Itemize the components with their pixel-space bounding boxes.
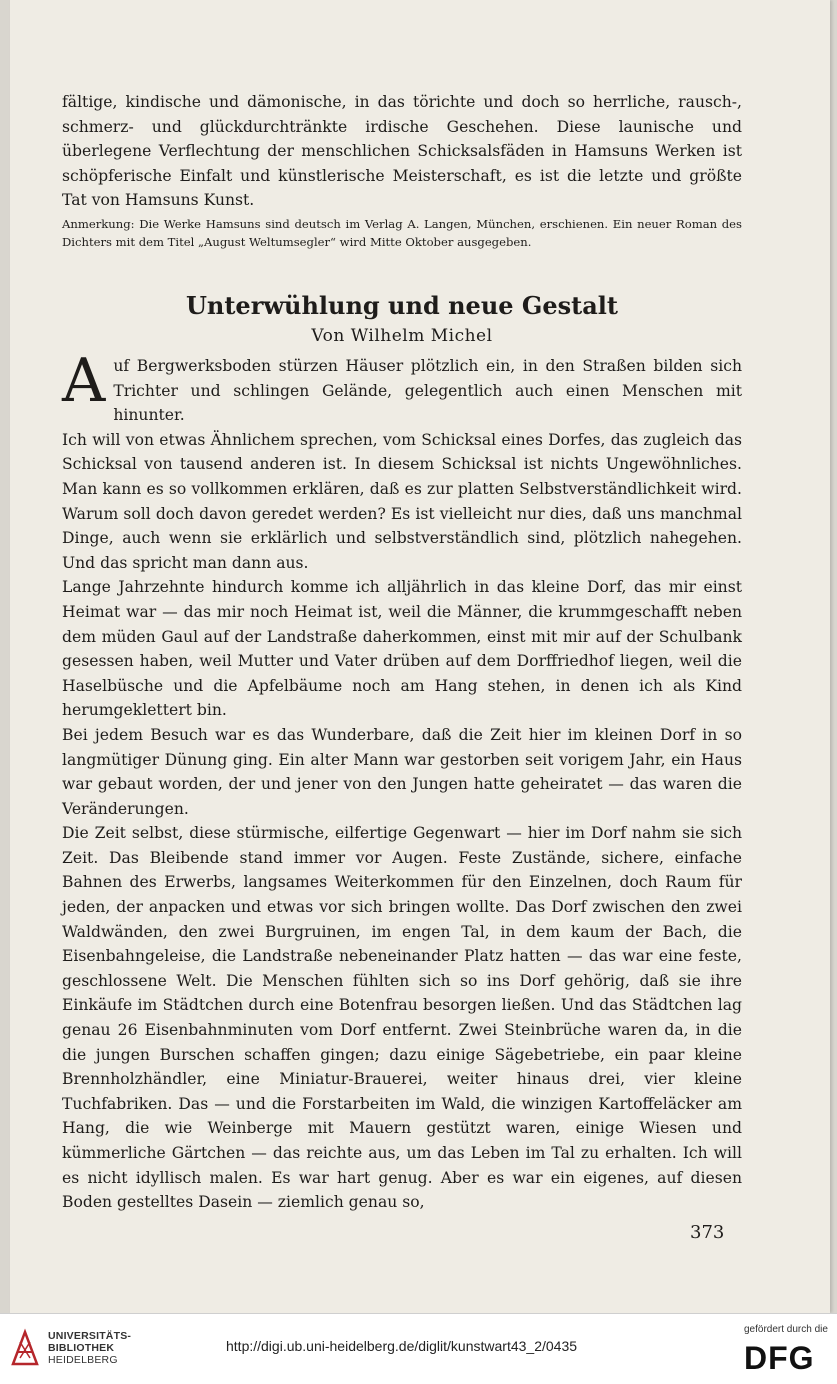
paragraph: Bei jedem Besuch war es das Wunderbare, daß die Zeit hier im kleinen Dorf in so langmütiger Dünung ging. Ein alter Mann war gestorben seit vorigem Jahr, ein Haus war gebaut worden, der und jener von den Jungen hatte geheiratet — das waren die Veränderungen. (62, 725, 742, 818)
paragraph: Die Zeit selbst, diese stürmische, eilfertige Gegenwart — hier im Dorf nahm sie sich Zeit. Das Bleibende stand immer vor Augen. Feste Zustände, sichere, einfache Bahnen des Erwerbs, langsames Weiterkommen für den Einzelnen, doch Raum für jeden, der anpacken und etwas vor sich bringen wollte. Das Dorf zwischen den zwei Waldwänden, den zwei Burgruinen, im engen Tal, in dem kaum der Bach, die Eisenbahngeleise, die Landstraße nebeneinander Platz hatten — das war eine feste, geschlossene Welt. Die Menschen fühlten sich so ins Dorf gehörig, daß sie ihre Einkäufe im Städtchen durch eine Botenfrau besorgen ließen. Und das Städtchen lag genau 26 Eisenbahnminuten vom Dorf entfernt. Zwei Steinbrüche waren da, in die die jungen Burschen schaffen gingen; dazu einige Sägebetriebe, ein paar kleine Brennholzhändler, eine Miniatur-Brauerei, weiter hinaus drei, vier kleine Tuchfabriken. Das — und die Forstarbeiten im Wald, die winzigen Kartoffeläcker am Hang, die wie Weinberge mit Mauern gestützt waren, einige Wiesen und kümmerliche Gärtchen — das reichte aus, um das Leben im Tal zu erhalten. Ich will es nicht idyllisch malen. Es war hart genug. Aber es war ein eigenes, auf diesen Boden gestelltes Dasein — ziemlich genau so, (62, 824, 742, 1212)
scanned-page (10, 0, 830, 1313)
paragraph: Ich will von etwas Ähnlichem sprechen, vom Schicksal eines Dorfes, das zugleich das Schicksal von tausend anderen ist. In diesem Schicksal ist nichts Ungewöhnliches. Man kann es so vollkommen erklären, daß es zur platten Selbstverständlichkeit wird. Warum soll doch davon geredet werden? Es ist vielleicht nur dies, daß uns manchmal Dinge, auch wenn sie erklärlich und selbstverständlich sind, plötzlich nahegehen. Und das spricht man dann aus. (62, 430, 742, 572)
page-url-link[interactable]: http://digi.ub.uni-heidelberg.de/diglit/kunstwart43_2/0435 (226, 1338, 578, 1354)
article-title: Unterwühlung und neue Gestalt (185, 291, 619, 320)
dfg-logo[interactable]: DFG (744, 1340, 815, 1376)
funded-by-label: gefördert durch die (744, 1324, 828, 1335)
viewer-footer (0, 1313, 837, 1384)
article (62, 290, 742, 1215)
footnote: Anmerkung: Die Werke Hamsuns sind deutsch im Verlag A. Langen, München, erschienen. Ein neuer Roman des Dichters mit dem Titel „August Weltumsegler“ wird Mitte Oktober ausgegeben. (62, 216, 742, 250)
paragraph: Lange Jahrzehnte hindurch komme ich alljährlich in das kleine Dorf, das mir einst Heimat war — das mir noch Heimat ist, weil die Männer, die krummgeschafft neben dem müden Gaul auf der Landstraße daherkommen, einst mit mir auf der Schulbank gesessen haben, weil Mutter und Vater drüben auf dem Dorffriedhof liegen, weil die Haselbüsche und die Apfelbäume noch am Hang stehen, in denen ich als Kind herumgeklettert bin. (62, 578, 742, 720)
first-paragraph (62, 346, 742, 428)
university-library-name[interactable]: UNIVERSITÄTS- BIBLIOTHEK HEIDELBERG (48, 1330, 132, 1366)
first-paragraph-text: uf Bergwerksboden stürzen Häuser plötzlich ein, in den Straßen bilden sich Trichter und schlingen Gelände, gelegentlich auch einen Menschen mit hinunter. (113, 357, 742, 425)
intro-paragraph: fältige, kindische und dämonische, in das törichte und doch so herrliche, rausch-, schmerz- und glückdurchtränkte irdische Geschehen. Diese launische und überlegene Verflechtung der menschlichen Schicksalsfäden in Hamsuns Werken ist schöpferische Einfalt und künstlerische Meisterschaft, es ist die letzte und größte Tat von Hamsuns Kunst. (62, 93, 742, 210)
page-number: 373 (690, 1222, 725, 1243)
page-text-block (62, 90, 742, 252)
article-author: Von Wilhelm Michel (311, 326, 493, 346)
university-seal-icon[interactable] (10, 1328, 40, 1368)
dropcap-letter: A (62, 346, 106, 416)
